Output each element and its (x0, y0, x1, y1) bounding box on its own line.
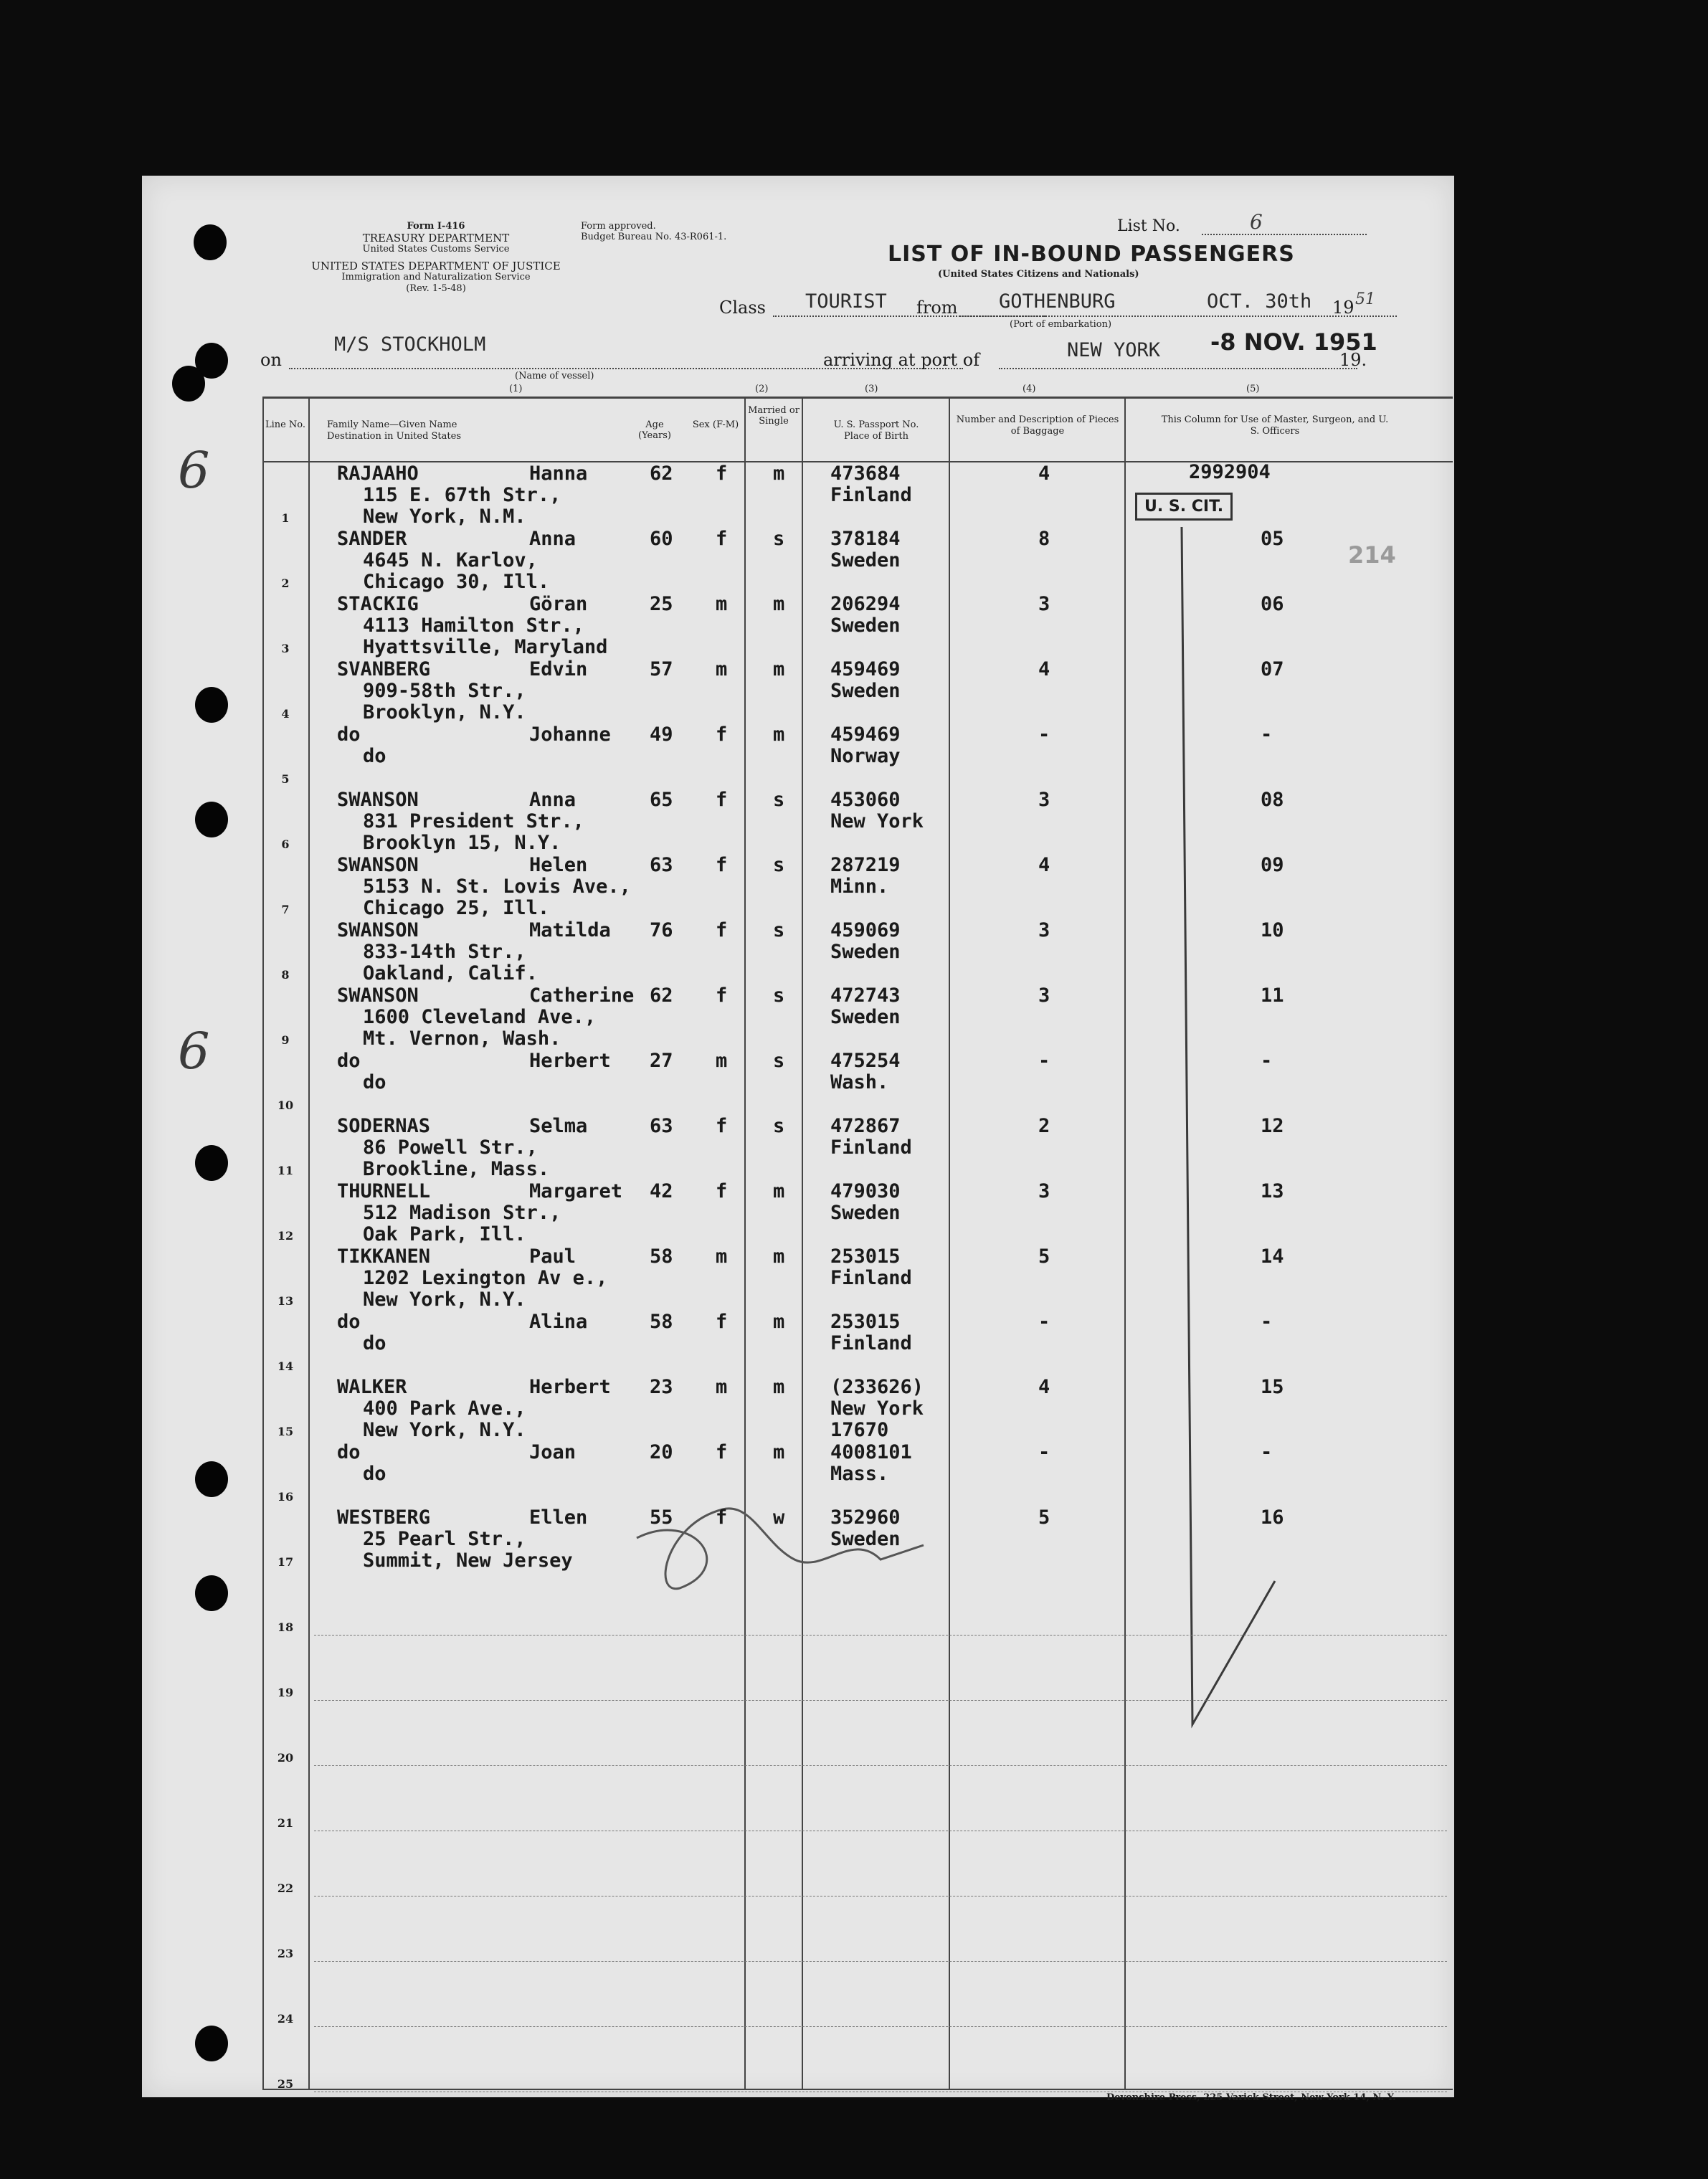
passenger-given-name: Helen (529, 854, 588, 876)
passenger-sex: f (716, 1506, 728, 1529)
passenger-family-name: SWANSON (337, 854, 419, 876)
passenger-address-line1: 86 Powell Str., (363, 1136, 538, 1159)
officer-number: 05 (1261, 528, 1284, 550)
table-top-rule (262, 397, 1453, 399)
baggage-count: - (1038, 1441, 1050, 1463)
on-label: on (260, 350, 282, 370)
passenger-address-line2: Oak Park, Ill. (363, 1223, 526, 1245)
passenger-age: 57 (650, 658, 673, 680)
officer-number: - (1261, 1441, 1273, 1463)
officer-first-value: 2992904 (1189, 461, 1271, 483)
line-number: 20 (277, 1751, 294, 1765)
passenger-address-line1: 909-58th Str., (363, 680, 526, 702)
line-number: 6 (281, 837, 290, 851)
signature-scribble (608, 1481, 967, 1610)
line-number: 2 (281, 576, 290, 590)
col-num-1: (1) (509, 384, 523, 394)
passenger-sex: f (716, 462, 728, 485)
passport-number: 472743 (830, 984, 901, 1007)
passenger-address-line1: 5153 N. St. Lovis Ave., (363, 875, 631, 898)
passenger-age: 23 (650, 1376, 673, 1398)
officer-number: - (1261, 723, 1273, 746)
passport-number: 459469 (830, 658, 901, 680)
passenger-address-line1: 512 Madison Str., (363, 1202, 561, 1224)
officer-number: 14 (1261, 1245, 1284, 1268)
passenger-address-line1: do (363, 1071, 386, 1093)
from-value: GOTHENBURG (999, 290, 1116, 313)
passenger-sex: m (716, 1050, 728, 1072)
from-line (959, 315, 1397, 317)
passenger-family-name: SWANSON (337, 984, 419, 1007)
passenger-marital: w (773, 1506, 785, 1529)
passenger-given-name: Johanne (529, 723, 611, 746)
col-num-4: (4) (1023, 384, 1036, 394)
margin-mark-top: 6 (178, 441, 210, 500)
line-number: 11 (277, 1164, 294, 1177)
passenger-marital: m (773, 1441, 785, 1463)
line-number: 7 (281, 903, 290, 916)
passenger-family-name: do (337, 1050, 361, 1072)
col-rule-baggage (1124, 397, 1126, 2089)
header-passport: U. S. Passport No. (833, 419, 919, 430)
port-embark-caption: (Port of embarkation) (1010, 319, 1112, 330)
place-of-birth: New York (830, 1397, 924, 1420)
col-rule-passport (949, 397, 950, 2089)
passenger-address-line1: 25 Pearl Str., (363, 1528, 526, 1550)
passenger-sex: m (716, 1376, 728, 1398)
place-of-birth: Sweden (830, 549, 901, 571)
place-of-birth: Sweden (830, 1202, 901, 1224)
year-value: 51 (1355, 290, 1375, 308)
baggage-count: 3 (1038, 984, 1050, 1007)
line-number: 14 (277, 1359, 294, 1373)
baggage-count: 5 (1038, 1245, 1050, 1268)
passport-number: 459469 (830, 723, 901, 746)
passenger-address-line2: Summit, New Jersey (363, 1549, 573, 1572)
officer-number: 09 (1261, 854, 1284, 876)
baggage-count: 3 (1038, 593, 1050, 615)
passenger-given-name: Anna (529, 528, 577, 550)
passenger-marital: m (773, 462, 785, 485)
class-value: TOURIST (805, 290, 887, 313)
from-label: from (916, 298, 958, 318)
passenger-address-line1: do (363, 1463, 386, 1485)
passenger-family-name: do (337, 723, 361, 746)
officer-number: 06 (1261, 593, 1284, 615)
col-num-3: (3) (865, 384, 878, 394)
passport-number: 479030 (830, 1180, 901, 1202)
place-of-birth: Sweden (830, 941, 901, 963)
place-of-birth: Minn. (830, 875, 889, 898)
departure-date: OCT. 30th (1207, 290, 1312, 313)
passenger-given-name: Herbert (529, 1376, 611, 1398)
passenger-family-name: WALKER (337, 1376, 407, 1398)
binder-hole (172, 366, 205, 402)
passenger-marital: s (773, 984, 785, 1007)
passenger-age: 55 (650, 1506, 673, 1529)
passenger-address-line2: New York, N.M. (363, 505, 526, 528)
revision-label: (Rev. 1-5-48) (406, 283, 466, 294)
place-of-birth: New York (830, 810, 924, 832)
baggage-count: 5 (1038, 1506, 1050, 1529)
passenger-age: 27 (650, 1050, 673, 1072)
passenger-family-name: SANDER (337, 528, 407, 550)
passenger-sex: m (716, 658, 728, 680)
passenger-sex: m (716, 593, 728, 615)
col-rule-married (802, 397, 803, 2089)
officer-number: 12 (1261, 1115, 1284, 1137)
binder-hole (195, 687, 228, 723)
passenger-given-name: Göran (529, 593, 588, 615)
col-rule-line (308, 397, 310, 2089)
baggage-count: 8 (1038, 528, 1050, 550)
margin-mark-middle: 6 (178, 1022, 210, 1081)
passenger-given-name: Ellen (529, 1506, 588, 1529)
passenger-sex: f (716, 854, 728, 876)
binder-hole (195, 802, 228, 837)
passenger-sex: f (716, 1115, 728, 1137)
empty-row-rule (314, 1765, 1447, 1766)
passport-number: 453060 (830, 789, 901, 811)
passenger-given-name: Anna (529, 789, 577, 811)
passenger-age: 62 (650, 462, 673, 485)
passenger-sex: f (716, 723, 728, 746)
justice-label: UNITED STATES DEPARTMENT OF JUSTICE (311, 260, 561, 272)
header-birth: Place of Birth (843, 431, 909, 442)
passport-number: (233626) (830, 1376, 924, 1398)
baggage-count: 3 (1038, 789, 1050, 811)
line-number: 8 (281, 968, 290, 982)
line-number: 4 (281, 707, 290, 721)
header-sex: Sex (F-M) (692, 419, 739, 430)
passenger-address-line2: Brookline, Mass. (363, 1158, 550, 1180)
passport-number: 4008101 (830, 1441, 912, 1463)
passenger-marital: s (773, 789, 785, 811)
empty-row-rule (314, 1961, 1447, 1962)
line-number: 3 (281, 642, 290, 655)
arriving-label: arriving at port of (823, 350, 980, 370)
passenger-age: 63 (650, 1115, 673, 1137)
passenger-family-name: THURNELL (337, 1180, 431, 1202)
passenger-address-line2: Chicago 25, Ill. (363, 897, 550, 919)
baggage-count: 4 (1038, 462, 1050, 485)
passenger-age: 60 (650, 528, 673, 550)
baggage-count: - (1038, 1050, 1050, 1072)
passenger-age: 25 (650, 593, 673, 615)
passenger-sex: f (716, 1441, 728, 1463)
place-of-birth: Mass. (830, 1463, 889, 1485)
list-no-value: 6 (1250, 210, 1263, 234)
header-name: Family Name—Given Name (327, 419, 457, 430)
passenger-marital: s (773, 854, 785, 876)
officer-number: 10 (1261, 919, 1284, 941)
form-sheet (142, 176, 1454, 2103)
empty-row-rule (314, 2026, 1447, 2027)
vessel-value: M/S STOCKHOLM (334, 333, 486, 356)
col-rule-sex (744, 397, 746, 2089)
line-number: 12 (277, 1229, 294, 1243)
officer-number: 15 (1261, 1376, 1284, 1398)
line-number: 22 (277, 1881, 294, 1895)
passenger-marital: m (773, 1376, 785, 1398)
budget-bureau: Budget Bureau No. 43-R061-1. (581, 232, 727, 242)
passenger-age: 65 (650, 789, 673, 811)
line-number: 21 (277, 1816, 294, 1830)
passport-number: 253015 (830, 1245, 901, 1268)
officer-number: 07 (1261, 658, 1284, 680)
arriving-line (999, 368, 1357, 369)
passport-number: 459069 (830, 919, 901, 941)
passenger-address-line1: 1202 Lexington Av e., (363, 1267, 608, 1289)
officer-number: 11 (1261, 984, 1284, 1007)
passenger-address-line1: 831 President Str., (363, 810, 584, 832)
place-of-birth: Finland (830, 1136, 912, 1159)
binder-hole (195, 1145, 228, 1181)
place-of-birth: Sweden (830, 1006, 901, 1028)
passenger-sex: f (716, 984, 728, 1007)
line-number: 17 (277, 1555, 294, 1569)
baggage-count: 4 (1038, 1376, 1050, 1398)
passenger-address-line1: 833-14th Str., (363, 941, 526, 963)
line-number: 5 (281, 772, 290, 786)
baggage-count: 4 (1038, 658, 1050, 680)
passport-extra: 17670 (830, 1419, 889, 1441)
header-married: Married or Single (748, 405, 800, 427)
passenger-family-name: SVANBERG (337, 658, 431, 680)
passenger-marital: m (773, 658, 785, 680)
passenger-address-line1: 4645 N. Karlov, (363, 549, 538, 571)
passport-number: 475254 (830, 1050, 901, 1072)
place-of-birth: Finland (830, 1267, 912, 1289)
place-of-birth: Sweden (830, 680, 901, 702)
passenger-given-name: Edvin (529, 658, 588, 680)
baggage-count: - (1038, 723, 1050, 746)
passenger-sex: f (716, 919, 728, 941)
line-number: 10 (277, 1098, 294, 1112)
list-no-line (1202, 233, 1367, 235)
baggage-count: - (1038, 1311, 1050, 1333)
passenger-address-line2: Oakland, Calif. (363, 962, 538, 984)
passenger-marital: m (773, 593, 785, 615)
passenger-address-line1: do (363, 745, 386, 767)
passenger-given-name: Alina (529, 1311, 588, 1333)
line-number: 18 (277, 1620, 294, 1634)
binder-hole (194, 224, 227, 260)
place-of-birth: Finland (830, 1332, 912, 1354)
year2-prefix: 19. (1339, 350, 1367, 370)
passenger-address-line1: 400 Park Ave., (363, 1397, 526, 1420)
passenger-sex: m (716, 1245, 728, 1268)
line-number: 23 (277, 1947, 294, 1960)
passenger-marital: m (773, 1245, 785, 1268)
passenger-family-name: RAJAAHO (337, 462, 419, 485)
passenger-given-name: Matilda (529, 919, 611, 941)
header-officers: This Column for Use of Master, Surgeon, and U. S. Officers (1161, 414, 1389, 437)
line-number: 19 (277, 1686, 294, 1699)
empty-row-rule (314, 1700, 1447, 1701)
passenger-marital: m (773, 723, 785, 746)
passenger-sex: f (716, 789, 728, 811)
passenger-age: 42 (650, 1180, 673, 1202)
line-number: 16 (277, 1490, 294, 1504)
form-title: LIST OF IN-BOUND PASSENGERS (888, 242, 1295, 267)
us-cit-stamp: U. S. CIT. (1135, 493, 1233, 521)
line-number: 25 (277, 2077, 294, 2091)
passenger-marital: s (773, 1115, 785, 1137)
side-number: 214 (1348, 541, 1396, 569)
passenger-sex: f (716, 528, 728, 550)
passenger-address-line1: 4113 Hamilton Str., (363, 614, 584, 637)
place-of-birth: Sweden (830, 1528, 901, 1550)
passenger-address-line1: do (363, 1332, 386, 1354)
vessel-caption: (Name of vessel) (515, 371, 594, 381)
printer-footer: Devonshire Press, 225 Varick Street, New York 14, N. Y. (1106, 2092, 1396, 2103)
place-of-birth: Sweden (830, 614, 901, 637)
empty-row-rule (314, 1635, 1447, 1636)
passenger-age: 58 (650, 1311, 673, 1333)
passenger-age: 49 (650, 723, 673, 746)
ins-label: Immigration and Naturalization Service (341, 272, 531, 283)
passport-number: 287219 (830, 854, 901, 876)
passport-number: 206294 (830, 593, 901, 615)
passenger-family-name: SWANSON (337, 919, 419, 941)
passenger-address-line1: 1600 Cleveland Ave., (363, 1006, 597, 1028)
passenger-age: 76 (650, 919, 673, 941)
passenger-sex: f (716, 1311, 728, 1333)
binder-hole (195, 2026, 228, 2061)
passenger-given-name: Hanna (529, 462, 588, 485)
col-num-5: (5) (1246, 384, 1260, 394)
passenger-marital: m (773, 1311, 785, 1333)
passport-number: 473684 (830, 462, 901, 485)
passenger-age: 58 (650, 1245, 673, 1268)
form-subtitle: (United States Citizens and Nationals) (938, 269, 1139, 280)
officer-number: 13 (1261, 1180, 1284, 1202)
header-age: Age (Years) (638, 419, 671, 441)
binder-hole (195, 1575, 228, 1611)
passenger-family-name: SWANSON (337, 789, 419, 811)
class-label: Class (719, 298, 766, 318)
passenger-family-name: do (337, 1441, 361, 1463)
passenger-family-name: STACKIG (337, 593, 419, 615)
passenger-given-name: Selma (529, 1115, 588, 1137)
passenger-age: 63 (650, 854, 673, 876)
passenger-age: 62 (650, 984, 673, 1007)
passenger-address-line1: 115 E. 67th Str., (363, 484, 561, 506)
passenger-marital: s (773, 1050, 785, 1072)
passenger-marital: s (773, 919, 785, 941)
passport-number: 378184 (830, 528, 901, 550)
line-number: 24 (277, 2012, 294, 2026)
passenger-age: 20 (650, 1441, 673, 1463)
passport-number: 472867 (830, 1115, 901, 1137)
passenger-marital: s (773, 528, 785, 550)
passenger-family-name: TIKKANEN (337, 1245, 431, 1268)
header-line-no: Line No. (265, 419, 306, 430)
form-approved: Form approved. (581, 221, 656, 232)
passport-number: 352960 (830, 1506, 901, 1529)
passenger-address-line2: Chicago 30, Ill. (363, 571, 550, 593)
passenger-address-line2: Hyattsville, Maryland (363, 636, 608, 658)
passenger-address-line2: Mt. Vernon, Wash. (363, 1027, 561, 1050)
passenger-given-name: Catherine (529, 984, 635, 1007)
customs-label: United States Customs Service (362, 244, 510, 255)
passenger-given-name: Joan (529, 1441, 577, 1463)
passenger-address-line2: Brooklyn 15, N.Y. (363, 832, 561, 854)
passport-number: 253015 (830, 1311, 901, 1333)
line-number: 1 (281, 511, 290, 525)
place-of-birth: Wash. (830, 1071, 889, 1093)
place-of-birth: Norway (830, 745, 901, 767)
officer-number: 08 (1261, 789, 1284, 811)
list-no-label: List No. (1117, 217, 1180, 235)
treasury-label: TREASURY DEPARTMENT (362, 232, 510, 245)
passenger-sex: f (716, 1180, 728, 1202)
col-num-2: (2) (755, 384, 769, 394)
baggage-count: 3 (1038, 1180, 1050, 1202)
binder-hole (195, 1461, 228, 1497)
passenger-given-name: Herbert (529, 1050, 611, 1072)
form-number: Form I-416 (407, 221, 465, 232)
year-prefix: 19 (1332, 298, 1354, 318)
place-of-birth: Finland (830, 484, 912, 506)
passenger-given-name: Paul (529, 1245, 577, 1268)
header-baggage: Number and Description of Pieces of Baggage (956, 414, 1119, 437)
baggage-count: 4 (1038, 854, 1050, 876)
passenger-marital: m (773, 1180, 785, 1202)
officer-number: - (1261, 1050, 1273, 1072)
table-left-rule (262, 397, 264, 2089)
passenger-given-name: Margaret (529, 1180, 623, 1202)
arrival-date-stamp: -8 NOV. 1951 (1210, 328, 1377, 356)
line-number: 15 (277, 1425, 294, 1438)
header-destination: Destination in United States (327, 431, 461, 442)
line-number: 13 (277, 1294, 294, 1308)
passenger-address-line2: New York, N.Y. (363, 1288, 526, 1311)
passenger-family-name: WESTBERG (337, 1506, 431, 1529)
baggage-count: 3 (1038, 919, 1050, 941)
passenger-family-name: SODERNAS (337, 1115, 431, 1137)
officer-number: - (1261, 1311, 1273, 1333)
passenger-family-name: do (337, 1311, 361, 1333)
baggage-count: 2 (1038, 1115, 1050, 1137)
officer-number: 16 (1261, 1506, 1284, 1529)
line-number: 9 (281, 1033, 290, 1047)
passenger-address-line2: New York, N.Y. (363, 1419, 526, 1441)
arriving-value: NEW YORK (1067, 339, 1161, 361)
table-bottom-rule (262, 2089, 1453, 2090)
passenger-address-line2: Brooklyn, N.Y. (363, 701, 526, 723)
